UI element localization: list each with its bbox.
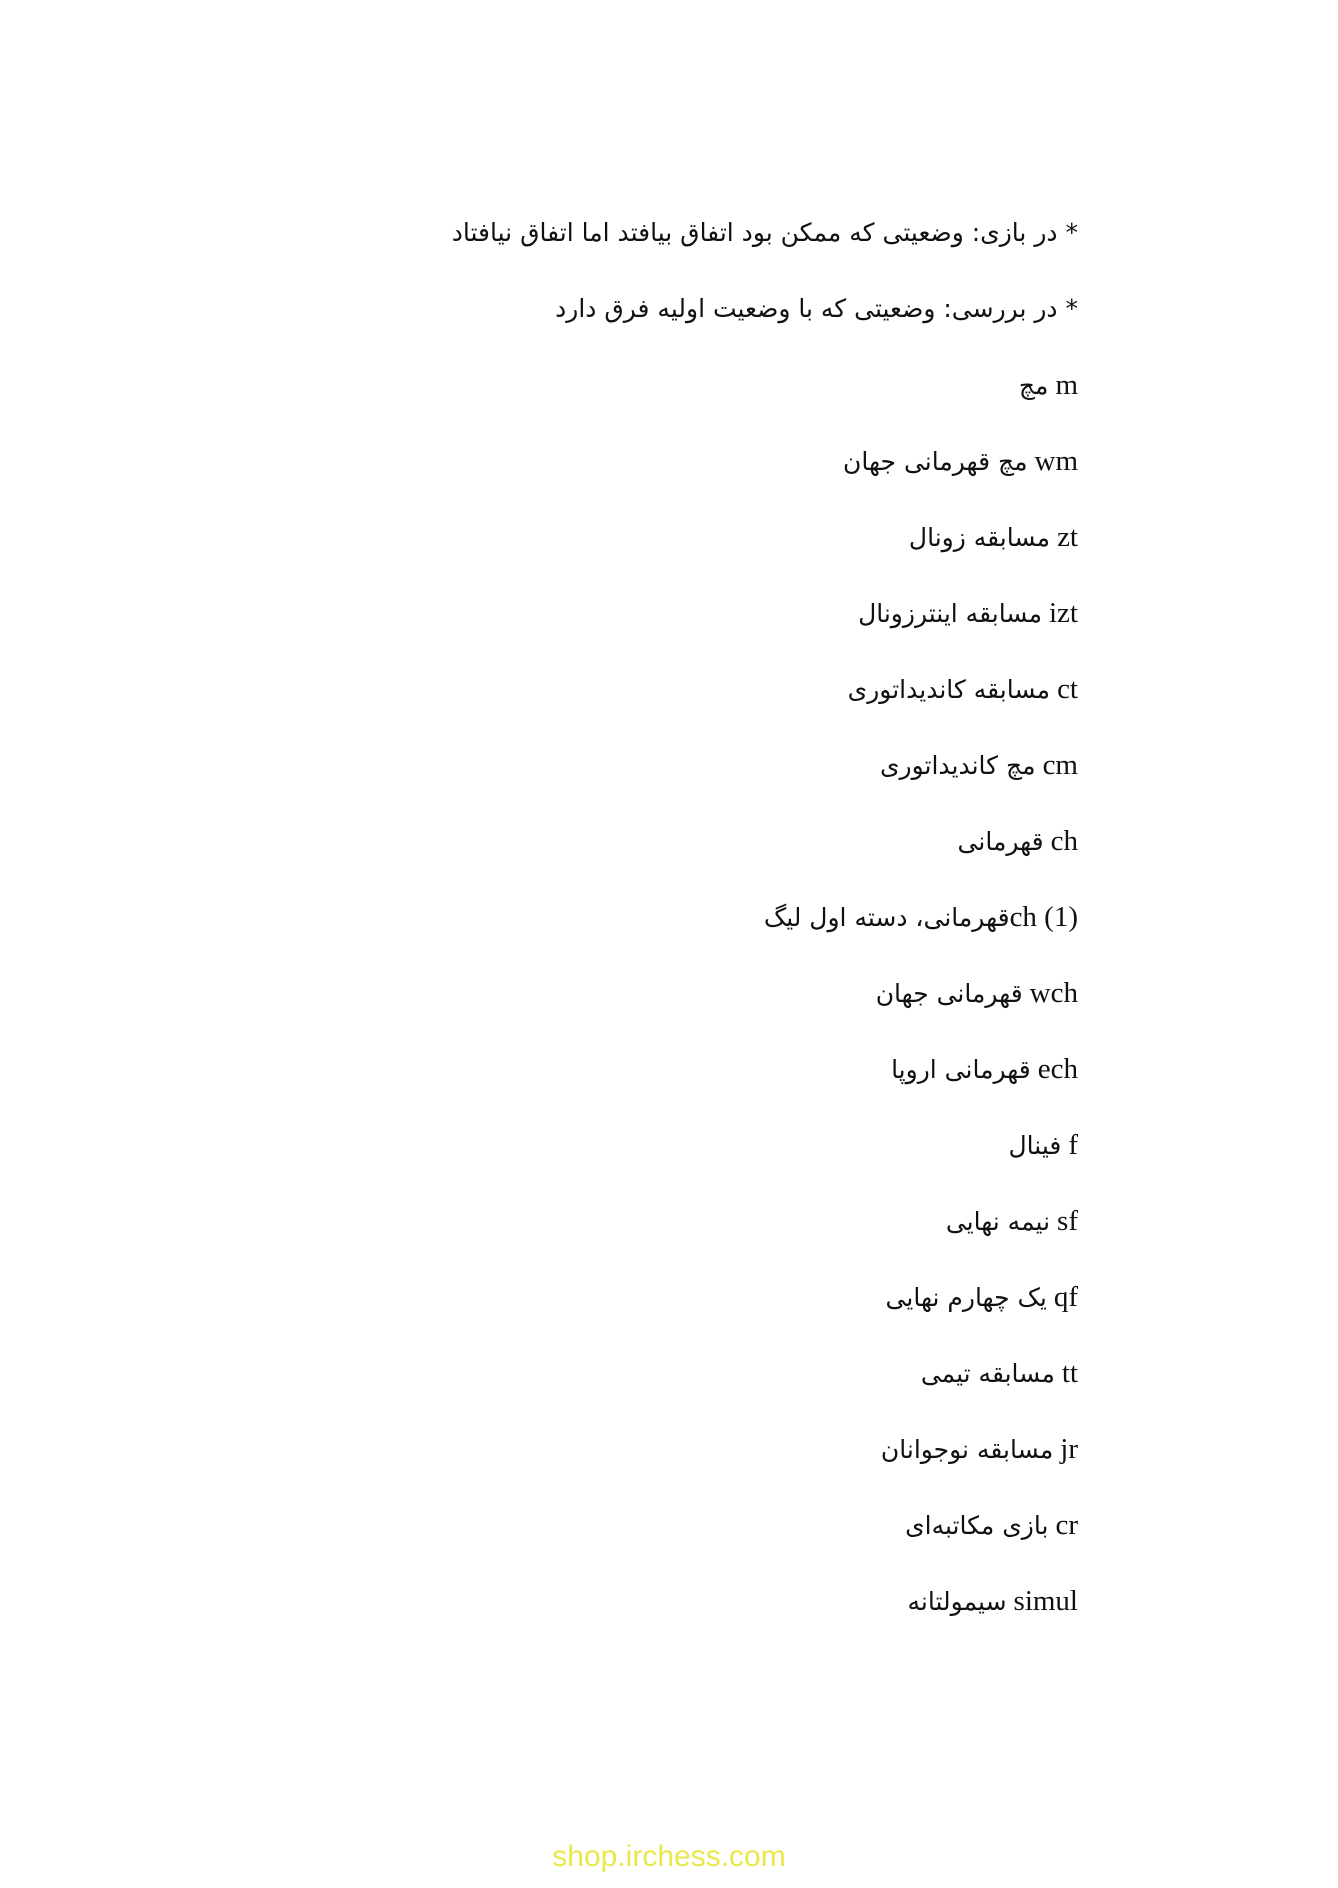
abbreviation-meaning: فینال bbox=[1008, 1131, 1062, 1160]
abbreviation-code: qf bbox=[1053, 1281, 1078, 1313]
abbreviation-item bbox=[238, 1031, 1078, 1107]
abbreviation-item bbox=[238, 1335, 1078, 1411]
abbreviation-code: izt bbox=[1049, 597, 1078, 629]
abbreviation-meaning: مچ قهرمانی جهان bbox=[843, 447, 1028, 476]
abbreviation-meaning: یک چهارم نهایی bbox=[885, 1283, 1047, 1312]
abbreviation-item bbox=[238, 1487, 1078, 1563]
abbreviation-code: simul bbox=[1013, 1585, 1078, 1617]
abbreviation-item bbox=[238, 1563, 1078, 1639]
note-text: * در بازی: وضعیتی که ممکن بود اتفاق بیافتد اما اتفاق نیافتاد bbox=[451, 218, 1078, 247]
abbreviation-code: f bbox=[1068, 1129, 1078, 1161]
abbreviation-list bbox=[238, 195, 1078, 1639]
abbreviation-meaning: قهرمانی جهان bbox=[875, 979, 1023, 1008]
abbreviation-item bbox=[238, 1411, 1078, 1487]
abbreviation-meaning: مسابقه نوجوانان bbox=[880, 1435, 1054, 1464]
abbreviation-code: ech bbox=[1037, 1053, 1078, 1085]
abbreviation-item bbox=[238, 879, 1078, 955]
abbreviation-item bbox=[238, 651, 1078, 727]
abbreviation-code: wch bbox=[1029, 977, 1078, 1009]
note-text: * در بررسی: وضعیتی که با وضعیت اولیه فرق دارد bbox=[555, 294, 1078, 323]
abbreviation-code: ch bbox=[1050, 825, 1078, 857]
abbreviation-code: ct bbox=[1057, 673, 1078, 705]
abbreviation-item bbox=[238, 347, 1078, 423]
abbreviation-meaning: قهرمانی bbox=[957, 827, 1044, 856]
abbreviation-item bbox=[238, 803, 1078, 879]
abbreviation-meaning: سیمولتانه bbox=[907, 1587, 1007, 1616]
abbreviation-item bbox=[238, 575, 1078, 651]
abbreviation-item bbox=[238, 727, 1078, 803]
abbreviation-meaning: مسابقه زونال bbox=[908, 523, 1051, 552]
abbreviation-meaning: قهرمانی اروپا bbox=[891, 1055, 1031, 1084]
abbreviation-code: sf bbox=[1057, 1205, 1078, 1237]
abbreviation-item bbox=[238, 1183, 1078, 1259]
abbreviation-item bbox=[238, 499, 1078, 575]
abbreviation-meaning: بازی مکاتبه‌ای bbox=[905, 1511, 1049, 1540]
abbreviation-meaning: مسابقه کاندیداتوری bbox=[847, 675, 1051, 704]
abbreviation-item bbox=[238, 423, 1078, 499]
abbreviation-code: tt bbox=[1061, 1357, 1078, 1389]
abbreviation-meaning: مچ bbox=[1018, 371, 1049, 400]
abbreviation-meaning: مسابقه تیمی bbox=[920, 1359, 1055, 1388]
abbreviation-item bbox=[238, 1259, 1078, 1335]
abbreviation-meaning: مسابقه اینترزونال bbox=[858, 599, 1042, 628]
abbreviation-meaning: قهرمانی، دسته اول لیگ bbox=[763, 903, 1010, 932]
abbreviation-item bbox=[238, 1107, 1078, 1183]
abbreviation-code: cm bbox=[1042, 749, 1078, 781]
abbreviation-code: m bbox=[1055, 369, 1078, 401]
abbreviation-code: cr bbox=[1055, 1509, 1078, 1541]
abbreviation-code: jr bbox=[1060, 1433, 1078, 1465]
abbreviation-code: wm bbox=[1034, 445, 1078, 477]
abbreviation-meaning: مچ کاندیداتوری bbox=[879, 751, 1036, 780]
note-line bbox=[238, 195, 1078, 271]
abbreviation-item bbox=[238, 955, 1078, 1031]
footer-watermark: shop.irchess.com bbox=[552, 1840, 786, 1873]
abbreviation-meaning: نیمه نهایی bbox=[945, 1207, 1051, 1236]
note-line bbox=[238, 271, 1078, 347]
abbreviation-code: zt bbox=[1057, 521, 1078, 553]
abbreviation-code: ch (1) bbox=[1009, 901, 1078, 933]
